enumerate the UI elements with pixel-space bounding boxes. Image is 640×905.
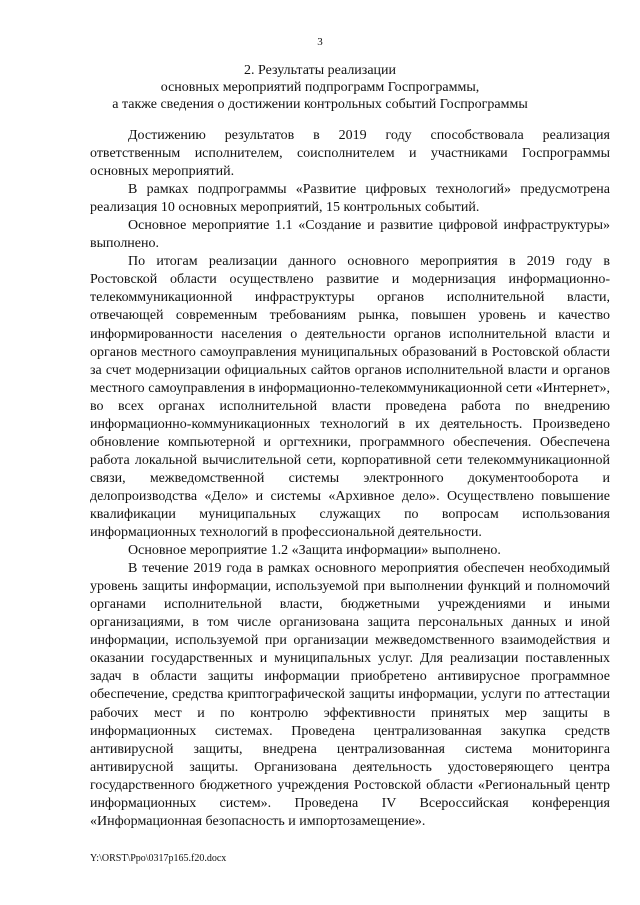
section-heading	[60, 62, 580, 113]
paragraph-4: По итогам реализации данного основного мероприятия в 2019 году в Ростовской области осуществлено развитие и модернизация информационно-телекоммуникационной инфраструктуры органов исполнительной власти, отвечающей современным требованиям рынка, повышен уровень и качество информированности населения о деятельности органов исполнительной власти и органов местного самоуправления муниципальных образований в Ростовской области за счет модернизации официальных сайтов органов исполнительной власти и органов местного самоуправления в информационно-телекоммуникационной сети «Интернет», во всех органах исполнительной власти проведена работа по внедрению информационно-коммуникационных технологий в их деятельность. Произведено обновление компьютерной и оргтехники, программного обеспечения. Обеспечена работа локальной вычислительной сети, корпоративной сети телекоммуникационной связи, межведомственной системы электронного документооборота и делопроизводства «Дело» и системы «Архивное дело». Осуществлено повышение квалификации муниципальных служащих по вопросам использования информационных технологий в профессиональной деятельности.	[90, 254, 610, 541]
file-path-footer: Y:\ORST\Ppo\0317p165.f20.docx	[90, 853, 227, 864]
paragraph-3: Основное мероприятие 1.1 «Создание и развитие цифровой инфраструктуры» выполнено.	[90, 218, 610, 252]
paragraph-5: Основное мероприятие 1.2 «Защита информации» выполнено.	[128, 543, 501, 559]
paragraph-6: В течение 2019 года в рамках основного мероприятия обеспечен необходимый уровень защиты информации, используемой при выполнении функций и полномочий органами исполнительной власти, бюджетными учреждениями и иными организациями, в том числе организована защита персональных данных и иной информации, используемой при организации межведомственного взаимодействия и оказании государственных и муниципальных услуг. Для реализации поставленных задач в области защиты информации приобретено антивирусное программное обеспечение, средства криптографической защиты информации, услуги по аттестации рабочих мест и по контролю эффективности принятых мер защиты в информационных системах. Проведена централизованная закупка средств антивирусной защиты, внедрена централизованная система мониторинга антивирусной защиты. Организована деятельность удостоверяющего центра государственного бюджетного учреждения Ростовской области «Региональный центр информационных систем». Проведена IV Всероссийская конференция «Информационная безопасность и импортозамещение».	[90, 561, 610, 829]
heading-line-2: основных мероприятий подпрограмм Госпрограммы,	[160, 80, 480, 95]
paragraph-1: Достижению результатов в 2019 году способствовала реализация ответственным исполнителем, соисполнителем и участниками Госпрограммы основных мероприятий.	[90, 128, 610, 180]
document-body	[90, 127, 610, 831]
page-number: 3	[317, 36, 323, 48]
heading-line-1: 2. Результаты реализации	[243, 63, 397, 78]
paragraph-2: В рамках подпрограммы «Развитие цифровых технологий» предусмотрена реализация 10 основных мероприятий, 15 контрольных событий.	[90, 182, 610, 216]
heading-line-3: а также сведения о достижении контрольных событий Госпрограммы	[112, 97, 528, 112]
